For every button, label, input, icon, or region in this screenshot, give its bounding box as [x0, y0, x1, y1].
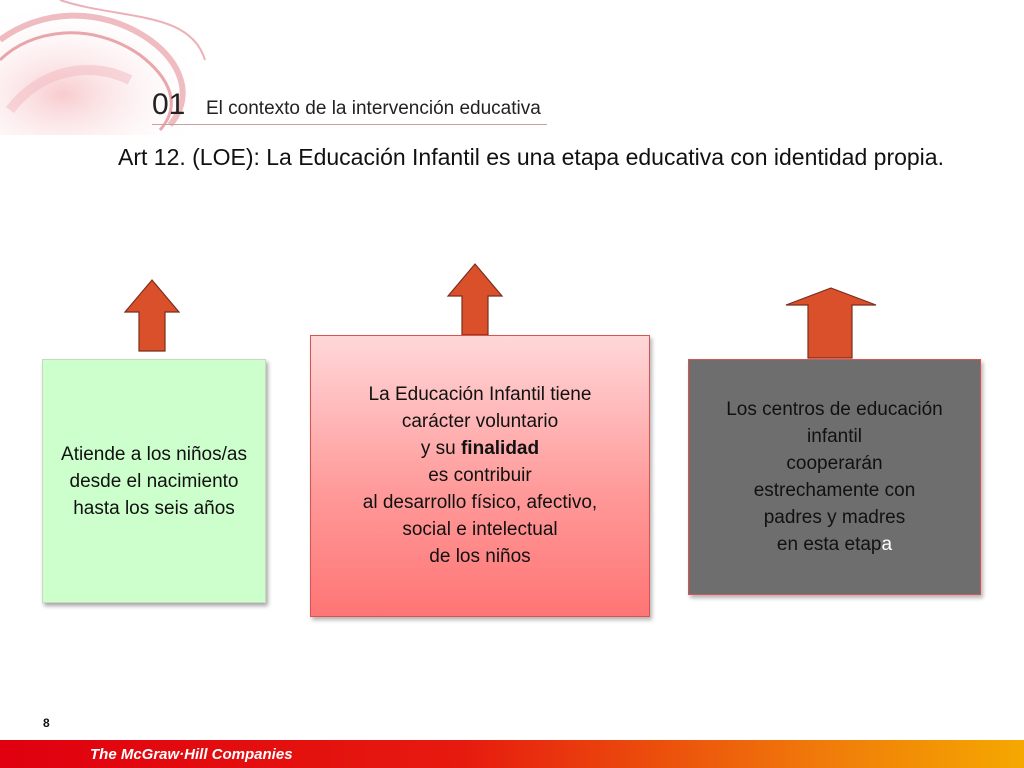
- box-line: cooperarán: [786, 453, 883, 474]
- box-line: es contribuir: [428, 465, 532, 486]
- article-text: Art 12. (LOE): La Educación Infantil es una etapa educativa con identidad propia.: [118, 144, 944, 170]
- box-line-tail: a: [881, 534, 893, 555]
- chapter-title: El contexto de la intervención educativa: [206, 98, 541, 119]
- chapter-underline: [152, 124, 547, 125]
- chapter-number: 01: [152, 88, 186, 121]
- page-number: 8: [43, 716, 50, 730]
- up-arrow-icon: [123, 278, 181, 353]
- box-line-text: en esta etap: [776, 534, 882, 555]
- box-line: padres y madres: [763, 507, 906, 528]
- publisher-logo: The McGraw·Hill Companies: [90, 746, 293, 763]
- up-arrow-icon: [784, 286, 878, 360]
- box-line-text: y su: [420, 438, 461, 459]
- box-line: estrechamente con: [753, 480, 916, 501]
- cooperation-box: [688, 359, 981, 595]
- box-line: de los niños: [429, 546, 531, 567]
- purpose-box: [310, 335, 650, 617]
- box-line: Atiende a los niños/as: [61, 443, 247, 465]
- up-arrow-icon: [446, 262, 504, 337]
- box-line: [726, 531, 943, 558]
- box-line: social e intelectual: [402, 519, 558, 540]
- box-line: desde el nacimiento: [69, 470, 239, 492]
- box-line: carácter voluntario: [401, 411, 559, 432]
- box-line-bold: finalidad: [460, 438, 540, 459]
- age-range-box: [42, 359, 266, 603]
- box-line: La Educación Infantil tiene: [368, 384, 592, 405]
- box-line: [363, 435, 597, 462]
- box-line: infantil: [807, 426, 862, 447]
- box-line: Los centros de educación: [726, 399, 943, 420]
- box-line: al desarrollo físico, afectivo,: [362, 492, 598, 513]
- box-line: hasta los seis años: [73, 497, 235, 519]
